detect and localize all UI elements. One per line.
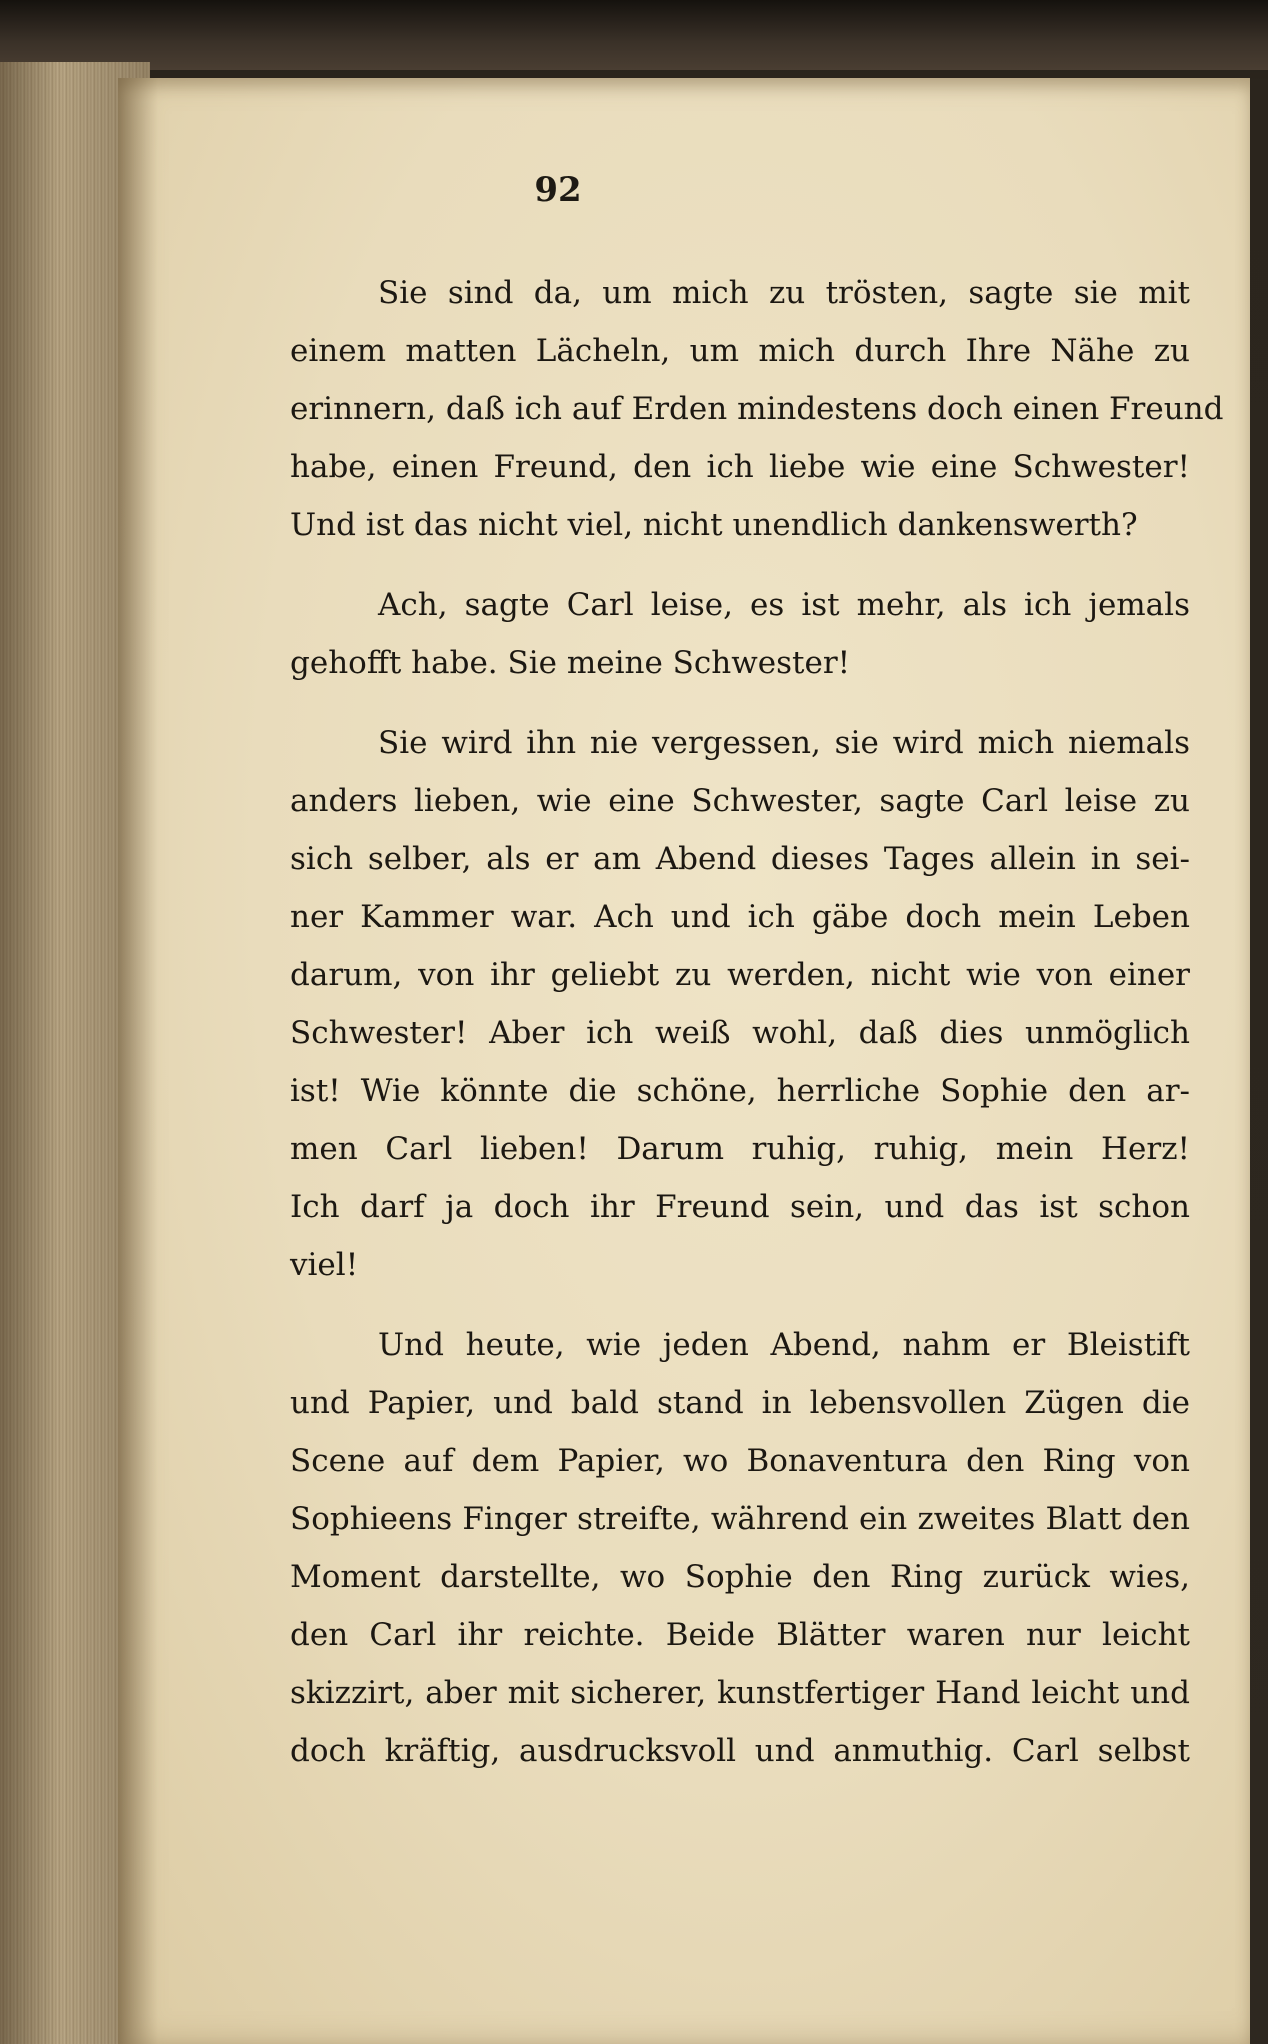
text-line: doch kräftig, ausdrucksvoll und anmuthig. Carl selbst <box>290 1733 1190 1769</box>
text-line: anders lieben, wie eine Schwester, sagte Carl leise zu <box>290 783 1190 819</box>
text-line: ist! Wie könnte die schöne, herrliche Sophie den ar- <box>290 1073 1190 1109</box>
text-line: Sophieens Finger streifte, während ein zweites Blatt den <box>290 1501 1190 1537</box>
text-line: Und heute, wie jeden Abend, nahm er Bleistift <box>378 1327 1190 1363</box>
text-line: Ich darf ja doch ihr Freund sein, und das ist schon <box>290 1189 1190 1225</box>
page-number: 92 <box>534 170 582 210</box>
text-line: sich selber, als er am Abend dieses Tages allein in sei- <box>290 841 1190 877</box>
paragraph-1 <box>290 264 1224 554</box>
text-line: Sie wird ihn nie vergessen, sie wird mich niemals <box>378 725 1190 761</box>
text-line: Schwester! Aber ich weiß wohl, daß dies unmöglich <box>290 1015 1190 1051</box>
text-line: und Papier, und bald stand in lebensvollen Zügen die <box>290 1385 1190 1421</box>
page-text <box>290 264 1224 1802</box>
text-line: ner Kammer war. Ach und ich gäbe doch mein Leben <box>290 899 1190 935</box>
text-line: erinnern, daß ich auf Erden mindestens doch einen Freund <box>290 391 1224 427</box>
text-line: gehofft habe. Sie meine Schwester! <box>290 645 851 681</box>
text-line: skizzirt, aber mit sicherer, kunstfertiger Hand leicht und <box>290 1675 1190 1711</box>
text-line: Sie sind da, um mich zu trösten, sagte sie mit <box>378 275 1190 311</box>
text-line: den Carl ihr reichte. Beide Blätter waren nur leicht <box>290 1617 1190 1653</box>
paragraph-3 <box>290 714 1190 1294</box>
paragraph-4 <box>290 1316 1190 1780</box>
text-line: viel! <box>290 1247 359 1283</box>
text-line: darum, von ihr geliebt zu werden, nicht wie von einer <box>290 957 1190 993</box>
text-line: Scene auf dem Papier, wo Bonaventura den Ring von <box>290 1443 1190 1479</box>
book-cover-edge <box>0 0 1268 70</box>
text-line: Moment darstellte, wo Sophie den Ring zurück wies, <box>290 1559 1190 1595</box>
paragraph-2 <box>290 576 1190 692</box>
text-line: Und ist das nicht viel, nicht unendlich dankenswerth? <box>290 507 1138 543</box>
text-line: einem matten Lächeln, um mich durch Ihre Nähe zu <box>290 333 1190 369</box>
text-line: men Carl lieben! Darum ruhig, ruhig, mein Herz! <box>290 1131 1190 1167</box>
book-page <box>118 78 1250 2044</box>
gutter-shadow <box>118 78 158 2044</box>
text-line: habe, einen Freund, den ich liebe wie eine Schwester! <box>290 449 1190 485</box>
text-line: Ach, sagte Carl leise, es ist mehr, als ich jemals <box>378 587 1190 623</box>
